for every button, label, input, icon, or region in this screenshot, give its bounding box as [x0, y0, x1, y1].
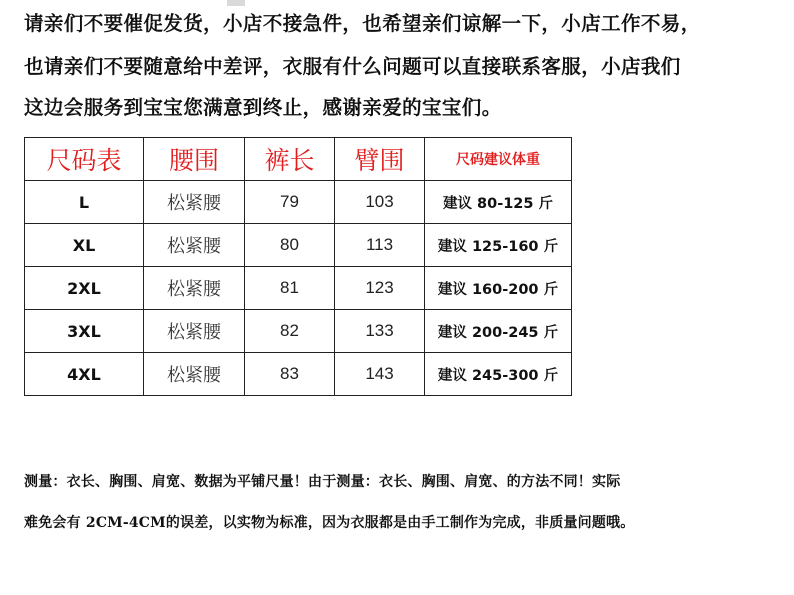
table-row [25, 310, 572, 353]
header-size-chart: 尺码表 [25, 138, 144, 181]
length-cell: 79 [245, 181, 335, 224]
intro-line-3: 这边会服务到宝宝您满意到终止，感谢亲爱的宝宝们。 [24, 96, 502, 119]
waist-cell: 松紧腰 [144, 267, 245, 310]
header-waist: 腰围 [144, 138, 245, 181]
table-row [25, 353, 572, 396]
header-recommended-weight: 尺码建议体重 [425, 138, 572, 181]
table-row [25, 224, 572, 267]
waist-cell: 松紧腰 [144, 181, 245, 224]
measurement-note-line-2: 难免会有 2CM-4CM的误差，以实物为标准，因为衣服都是由手工制作为完成，非质量问题哦。 [24, 515, 635, 531]
hip-cell: 133 [335, 310, 425, 353]
size-cell: L [25, 181, 144, 224]
size-cell: 3XL [25, 310, 144, 353]
table-row [25, 181, 572, 224]
table-header-row [25, 138, 572, 181]
hip-cell: 103 [335, 181, 425, 224]
header-pants-length: 裤长 [245, 138, 335, 181]
hip-cell: 113 [335, 224, 425, 267]
size-cell: 4XL [25, 353, 144, 396]
measurement-note-line-1: 测量：衣长、胸围、肩宽、数据为平铺尺量！由于测量：衣长、胸围、肩宽、的方法不同！实际 [24, 474, 621, 490]
waist-cell: 松紧腰 [144, 224, 245, 267]
length-cell: 82 [245, 310, 335, 353]
hip-cell: 143 [335, 353, 425, 396]
size-chart-table [24, 137, 572, 396]
waist-cell: 松紧腰 [144, 353, 245, 396]
table-row [25, 267, 572, 310]
recommend-cell: 建议 245-300 斤 [425, 353, 572, 396]
recommend-cell: 建议 80-125 斤 [425, 181, 572, 224]
hip-cell: 123 [335, 267, 425, 310]
top-gray-mark [227, 0, 245, 6]
intro-line-1: 请亲们不要催促发货，小店不接急件，也希望亲们谅解一下，小店工作不易， [24, 12, 701, 35]
length-cell: 80 [245, 224, 335, 267]
length-cell: 83 [245, 353, 335, 396]
size-cell: XL [25, 224, 144, 267]
recommend-cell: 建议 160-200 斤 [425, 267, 572, 310]
intro-line-2: 也请亲们不要随意给中差评，衣服有什么问题可以直接联系客服，小店我们 [24, 55, 681, 78]
recommend-cell: 建议 200-245 斤 [425, 310, 572, 353]
waist-cell: 松紧腰 [144, 310, 245, 353]
header-hip: 臂围 [335, 138, 425, 181]
length-cell: 81 [245, 267, 335, 310]
size-cell: 2XL [25, 267, 144, 310]
recommend-cell: 建议 125-160 斤 [425, 224, 572, 267]
